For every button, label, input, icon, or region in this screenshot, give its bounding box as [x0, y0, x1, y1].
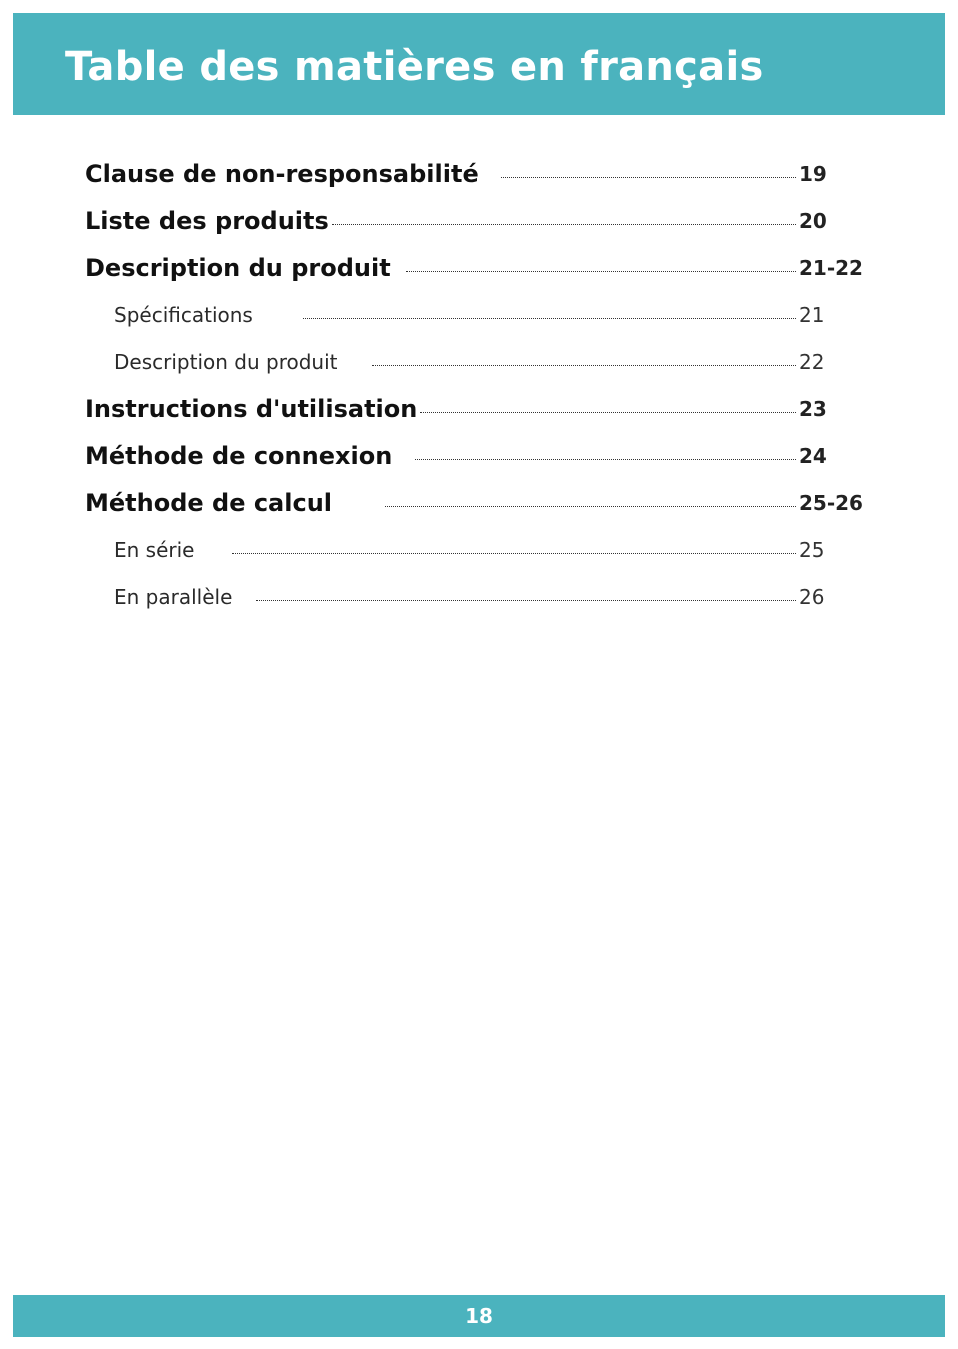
toc-entry-label: Clause de non-responsabilité [85, 160, 479, 188]
toc-dot-leader [372, 365, 796, 366]
footer-band [13, 1295, 945, 1337]
toc-entry-label: Spécifications [114, 303, 253, 327]
toc-entry-label: Description du produit [114, 350, 338, 374]
toc-entry-page: 22 [799, 350, 825, 374]
toc-entry-label: Liste des produits [85, 207, 329, 235]
toc-entry-calculation-method[interactable] [0, 486, 958, 520]
toc-entry-page: 23 [799, 397, 827, 421]
toc-entry-product-description[interactable] [0, 251, 958, 285]
toc-entry-label: Méthode de connexion [85, 442, 393, 470]
toc-entry-disclaimer[interactable] [0, 157, 958, 191]
toc-entry-page: 24 [799, 444, 827, 468]
toc-entry-label: En parallèle [114, 585, 233, 609]
toc-dot-leader [415, 459, 796, 460]
toc-dot-leader [385, 506, 796, 507]
toc-dot-leader [332, 224, 796, 225]
page-number: 18 [465, 1304, 493, 1328]
toc-dot-leader [501, 177, 796, 178]
toc-entry-label: En série [114, 538, 195, 562]
toc-dot-leader [232, 553, 796, 554]
toc-entry-page: 25-26 [799, 491, 863, 515]
toc-entry-specifications[interactable] [0, 298, 958, 332]
toc-entry-page: 21-22 [799, 256, 863, 280]
toc-entry-series[interactable] [0, 533, 958, 567]
toc-entry-page: 26 [799, 585, 825, 609]
toc-entry-usage-instructions[interactable] [0, 392, 958, 426]
toc-entry-page: 21 [799, 303, 825, 327]
toc-entry-label: Description du produit [85, 254, 391, 282]
toc-entry-page: 20 [799, 209, 827, 233]
toc-entry-connection-method[interactable] [0, 439, 958, 473]
toc-dot-leader [256, 600, 796, 601]
toc-entry-label: Méthode de calcul [85, 489, 333, 517]
toc-dot-leader [420, 412, 796, 413]
page-title: Table des matières en français [65, 44, 764, 90]
toc-entry-page: 19 [799, 162, 827, 186]
toc-entry-product-description-sub[interactable] [0, 345, 958, 379]
toc-entry-product-list[interactable] [0, 204, 958, 238]
toc-entry-label: Instructions d'utilisation [85, 395, 418, 423]
toc-dot-leader [303, 318, 796, 319]
toc-dot-leader [406, 271, 796, 272]
toc-entry-page: 25 [799, 538, 825, 562]
toc-entry-parallel[interactable] [0, 580, 958, 614]
